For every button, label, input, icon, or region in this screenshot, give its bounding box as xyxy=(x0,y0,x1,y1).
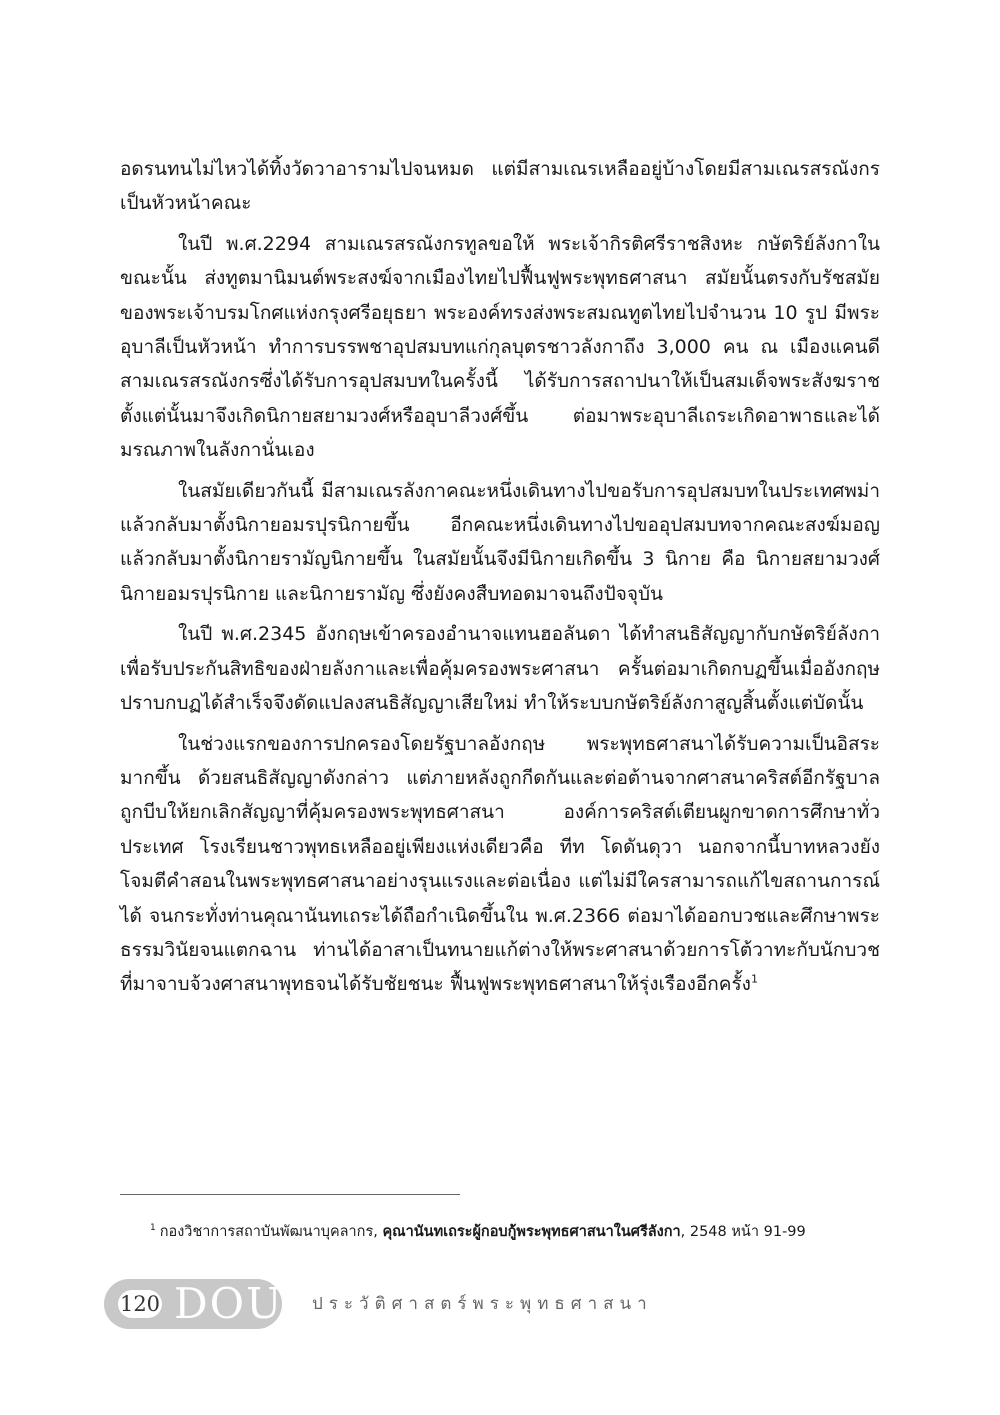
paragraph-with-footnote xyxy=(120,727,880,1002)
footnote-reference[interactable]: 1 xyxy=(750,973,758,987)
footnote-title: คุณานันทเถระผู้กอบกู้พระพุทธศาสนาในศรีลังกา xyxy=(382,1224,681,1240)
dou-logo: DOU xyxy=(174,1279,284,1328)
body-text xyxy=(120,152,880,1002)
paragraph-continued: อดรนทนไม่ไหวได้ทิ้งวัดวาอารามไปจนหมด แต่มีสามเณรเหลืออยู่บ้างโดยมีสามเณรสรณังกรเป็นหัวหน้าคณะ xyxy=(120,158,880,215)
page-footer xyxy=(104,1279,804,1329)
footnote-details: , 2548 หน้า 91-99 xyxy=(680,1224,806,1240)
paragraph: ในปี พ.ศ.2345 อังกฤษเข้าครองอำนาจแทนฮอลันดา ได้ทำสนธิสัญญากับกษัตริย์ลังกาเพื่อรับประกันสิทธิของฝ่ายลังกาและเพื่อคุ้มครองพระศาสนา ครั้นต่อมาเกิดกบฏขึ้นเมื่ออังกฤษปราบกบฏได้สำเร็จจึงดัดแปลงสนธิสัญญาเสียใหม่ ทำให้ระบบกษัตริย์ลังกาสูญสิ้นตั้งแต่บัดนั้น xyxy=(120,623,880,715)
running-title: ประวัติศาสตร์พระพุทธศาสนา xyxy=(312,1294,653,1314)
footnote-number: 1 xyxy=(150,1223,156,1234)
footer-badge xyxy=(104,1279,282,1329)
paragraph-text: ในช่วงแรกของการปกครองโดยรัฐบาลอังกฤษ พระพุทธศาสนาได้รับความเป็นอิสระ มากขึ้น ด้วยสนธิสัญญาดังกล่าว แต่ภายหลังถูกกีดกันและต่อต้านจากศาสนาคริสต์อีกรัฐบาลถูกบีบให้ยกเลิกสัญญาที่คุ้มครองพระพุทธศาสนา องค์การคริสต์เตียนผูกขาดการศึกษาทั่วประเทศ โรงเรียนชาวพุทธเหลืออยู่เพียงแห่งเดียวคือ ทีท โดดันดุวา นอกจากนี้บาทหลวงยังโจมตีคำสอนในพระพุทธศาสนาอย่างรุนแรงและต่อเนื่อง แต่ไม่มีใครสามารถแก้ไขสถานการณ์ได้ จนกระทั่งท่านคุณานันทเถระได้ถือกำเนิดขึ้นใน พ.ศ.2366 ต่อมาได้ออกบวชและศึกษาพระธรรมวินัยจนแตกฉาน ท่านได้อาสาเป็นทนายแก้ต่างให้พระศาสนาด้วยการโต้วาทะกับนักบวชที่มาจาบจ้วงศาสนาพุทธจนได้รับชัยชนะ ฟื้นฟูพระพุทธศาสนาให้รุ่งเรืองอีกครั้ง xyxy=(120,732,880,996)
paragraph: ในปี พ.ศ.2294 สามเณรสรณังกรทูลขอให้ พระเจ้ากิรติศรีราชสิงหะ กษัตริย์ลังกาในขณะนั้น ส่งทูตมานิมนต์พระสงฆ์จากเมืองไทยไปฟื้นฟูพระพุทธศาสนา สมัยนั้นตรงกับรัชสมัยของพระเจ้าบรมโกศแห่งกรุงศรีอยุธยา พระองค์ทรงส่งพระสมณทูตไทยไปจำนวน 10 รูป มีพระอุบาลีเป็นหัวหน้า ทำการบรรพชาอุปสมบทแก่กุลบุตรชาวลังกาถึง 3,000 คน ณ เมืองแคนดี สามเณรสรณังกรซึ่งได้รับการอุปสมบทในครั้งนี้ ได้รับการสถาปนาให้เป็นสมเด็จพระสังฆราช ตั้งแต่นั้นมาจึงเกิดนิกายสยามวงศ์หรืออุบาลีวงศ์ขึ้น ต่อมาพระอุบาลีเถระเกิดอาพาธและได้มรณภาพในลังกานั่นเอง xyxy=(120,232,880,462)
footnote-divider xyxy=(120,1194,460,1195)
page-number: 120 xyxy=(119,1292,161,1316)
footnote-author: กองวิชาการสถาบันพัฒนาบุคลากร, xyxy=(159,1224,378,1240)
footnote xyxy=(150,1222,890,1242)
paragraph: ในสมัยเดียวกันนี้ มีสามเณรลังกาคณะหนึ่งเดินทางไปขอรับการอุปสมบทในประเทศพม่า แล้วกลับมาตั้งนิกายอมรปุรนิกายขึ้น อีกคณะหนึ่งเดินทางไปขออุปสมบทจากคณะสงฆ์มอญแล้วกลับมาตั้งนิกายรามัญนิกายขึ้น ในสมัยนั้นจึงมีนิกายเกิดขึ้น 3 นิกาย คือ นิกายสยามวงศ์ นิกายอมรปุรนิกาย และนิกายรามัญ ซึ่งยังคงสืบทอดมาจนถึงปัจจุบัน xyxy=(120,479,880,605)
